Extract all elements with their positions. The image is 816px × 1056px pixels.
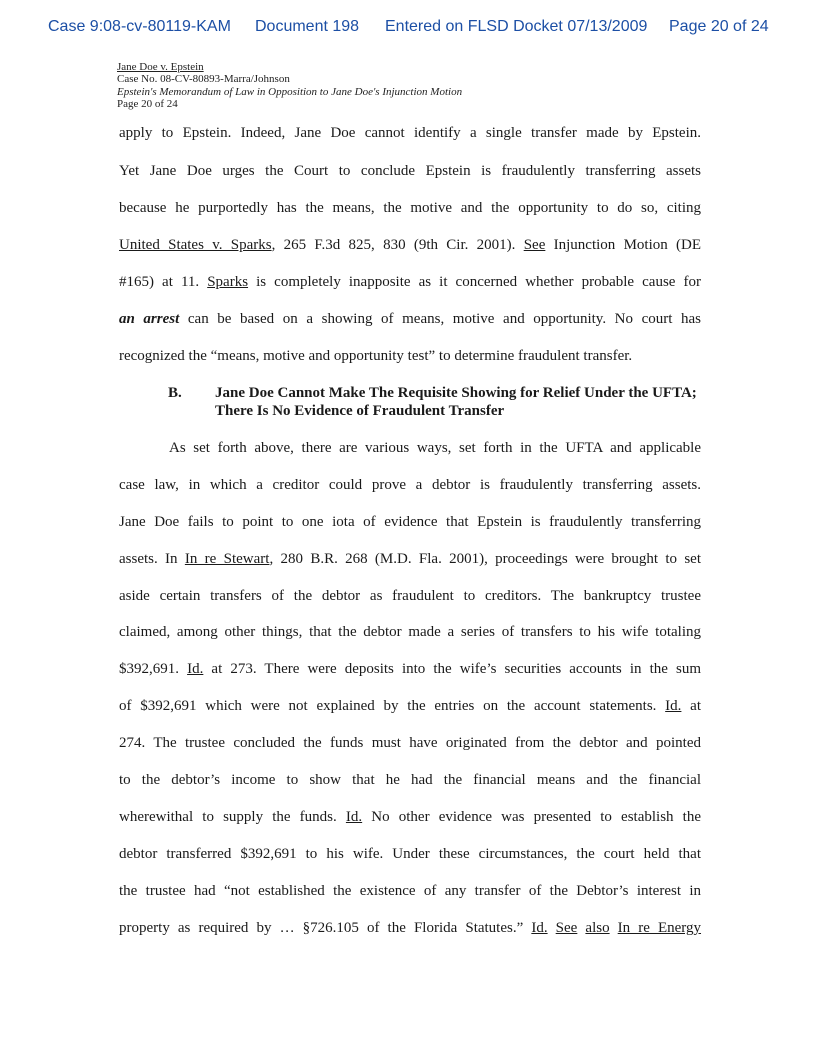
docket-stamp xyxy=(0,14,816,42)
header-memo-title: Epstein's Memorandum of Law in Opposition to Jane Doe's Injunction Motion xyxy=(117,85,463,98)
header-case-number: Case No. 08-CV-80893-Marra/Johnson xyxy=(117,73,290,86)
text-line: the trustee had “not established the existence of any transfer of the Debtor’s interest in xyxy=(119,883,701,899)
text-line: aside certain transfers of the debtor as fraudulent to creditors. The bankruptcy trustee xyxy=(119,588,701,604)
case-citation: In re Stewart xyxy=(184,551,270,567)
text-line: debtor transferred $392,691 to his wife. Under these circumstances, the court held that xyxy=(119,846,701,862)
header-page-number: Page 20 of 24 xyxy=(117,98,178,111)
text-line: United States v. Sparks, 265 F.3d 825, 830 (9th Cir. 2001). See Injunction Motion (DE xyxy=(119,237,702,253)
document-header xyxy=(117,61,462,111)
emphasis: an arrest xyxy=(119,311,180,327)
text-line: to the debtor’s income to show that he had the financial means and the financial xyxy=(119,772,701,788)
text-line: 274. The trustee concluded the funds must have originated from the debtor and pointed xyxy=(119,735,701,751)
text-line: because he purportedly has the means, the motive and the opportunity to do so, citing xyxy=(119,200,701,216)
text-line: wherewithal to supply the funds. Id. No other evidence was presented to establish the xyxy=(119,809,701,825)
text-line: claimed, among other things, that the debtor made a series of transfers to his wife totaling xyxy=(119,624,701,640)
text-line: $392,691. Id. at 273. There were deposits into the wife’s securities accounts in the sum xyxy=(119,661,702,677)
text-line: Jane Doe fails to point to one iota of evidence that Epstein is fraudulently transferring xyxy=(119,514,701,530)
header-caption: Jane Doe v. Epstein xyxy=(117,61,204,73)
case-citation: Sparks xyxy=(207,274,249,290)
text-line: an arrest can be based on a showing of means, motive and opportunity. No court has xyxy=(119,311,701,327)
text-line: #165) at 11. Sparks is completely inapposite as it concerned whether probable cause for xyxy=(119,274,701,290)
text-line: apply to Epstein. Indeed, Jane Doe cannot identify a single transfer made by Epstein. xyxy=(119,125,701,141)
section-letter: B. xyxy=(168,385,182,401)
text-line: property as required by … §726.105 of the Florida Statutes.” Id. See also In re Energy xyxy=(119,920,702,936)
text-line: As set forth above, there are various ways, set forth in the UFTA and applicable xyxy=(169,440,701,456)
section-title: Jane Doe Cannot Make The Requisite Showing for Relief Under the UFTA; There Is No Evidence of Fraudulent Transfer xyxy=(215,385,697,419)
text-line: of $392,691 which were not explained by the entries on the account statements. Id. at xyxy=(119,698,702,714)
stamp-page-number: Page 20 of 24 xyxy=(669,18,769,35)
id-citation: Id. xyxy=(531,920,548,936)
stamp-document-number: Document 198 xyxy=(255,18,360,35)
text-line: case law, in which a creditor could prove a debtor is fraudulently transferring assets. xyxy=(119,477,701,493)
case-citation: United States v. Sparks xyxy=(119,237,272,253)
stamp-case-number: Case 9:08-cv-80119-KAM xyxy=(48,18,231,35)
text-line: recognized the “means, motive and opportunity test” to determine fraudulent transfer. xyxy=(119,348,633,364)
id-citation: Id. xyxy=(345,809,363,825)
id-citation: Id. xyxy=(665,698,682,714)
signal-see: See xyxy=(523,237,546,253)
case-citation: In re Energy xyxy=(617,920,702,936)
signal-see: See xyxy=(555,920,578,936)
text-line: Yet Jane Doe urges the Court to conclude Epstein is fraudulently transferring assets xyxy=(119,163,701,179)
signal-also: also xyxy=(585,920,610,936)
id-citation: Id. xyxy=(187,661,204,677)
stamp-entered-date: Entered on FLSD Docket 07/13/2009 xyxy=(385,18,648,35)
text-line: assets. In In re Stewart, 280 B.R. 268 (M.D. Fla. 2001), proceedings were brought to set xyxy=(119,551,702,567)
